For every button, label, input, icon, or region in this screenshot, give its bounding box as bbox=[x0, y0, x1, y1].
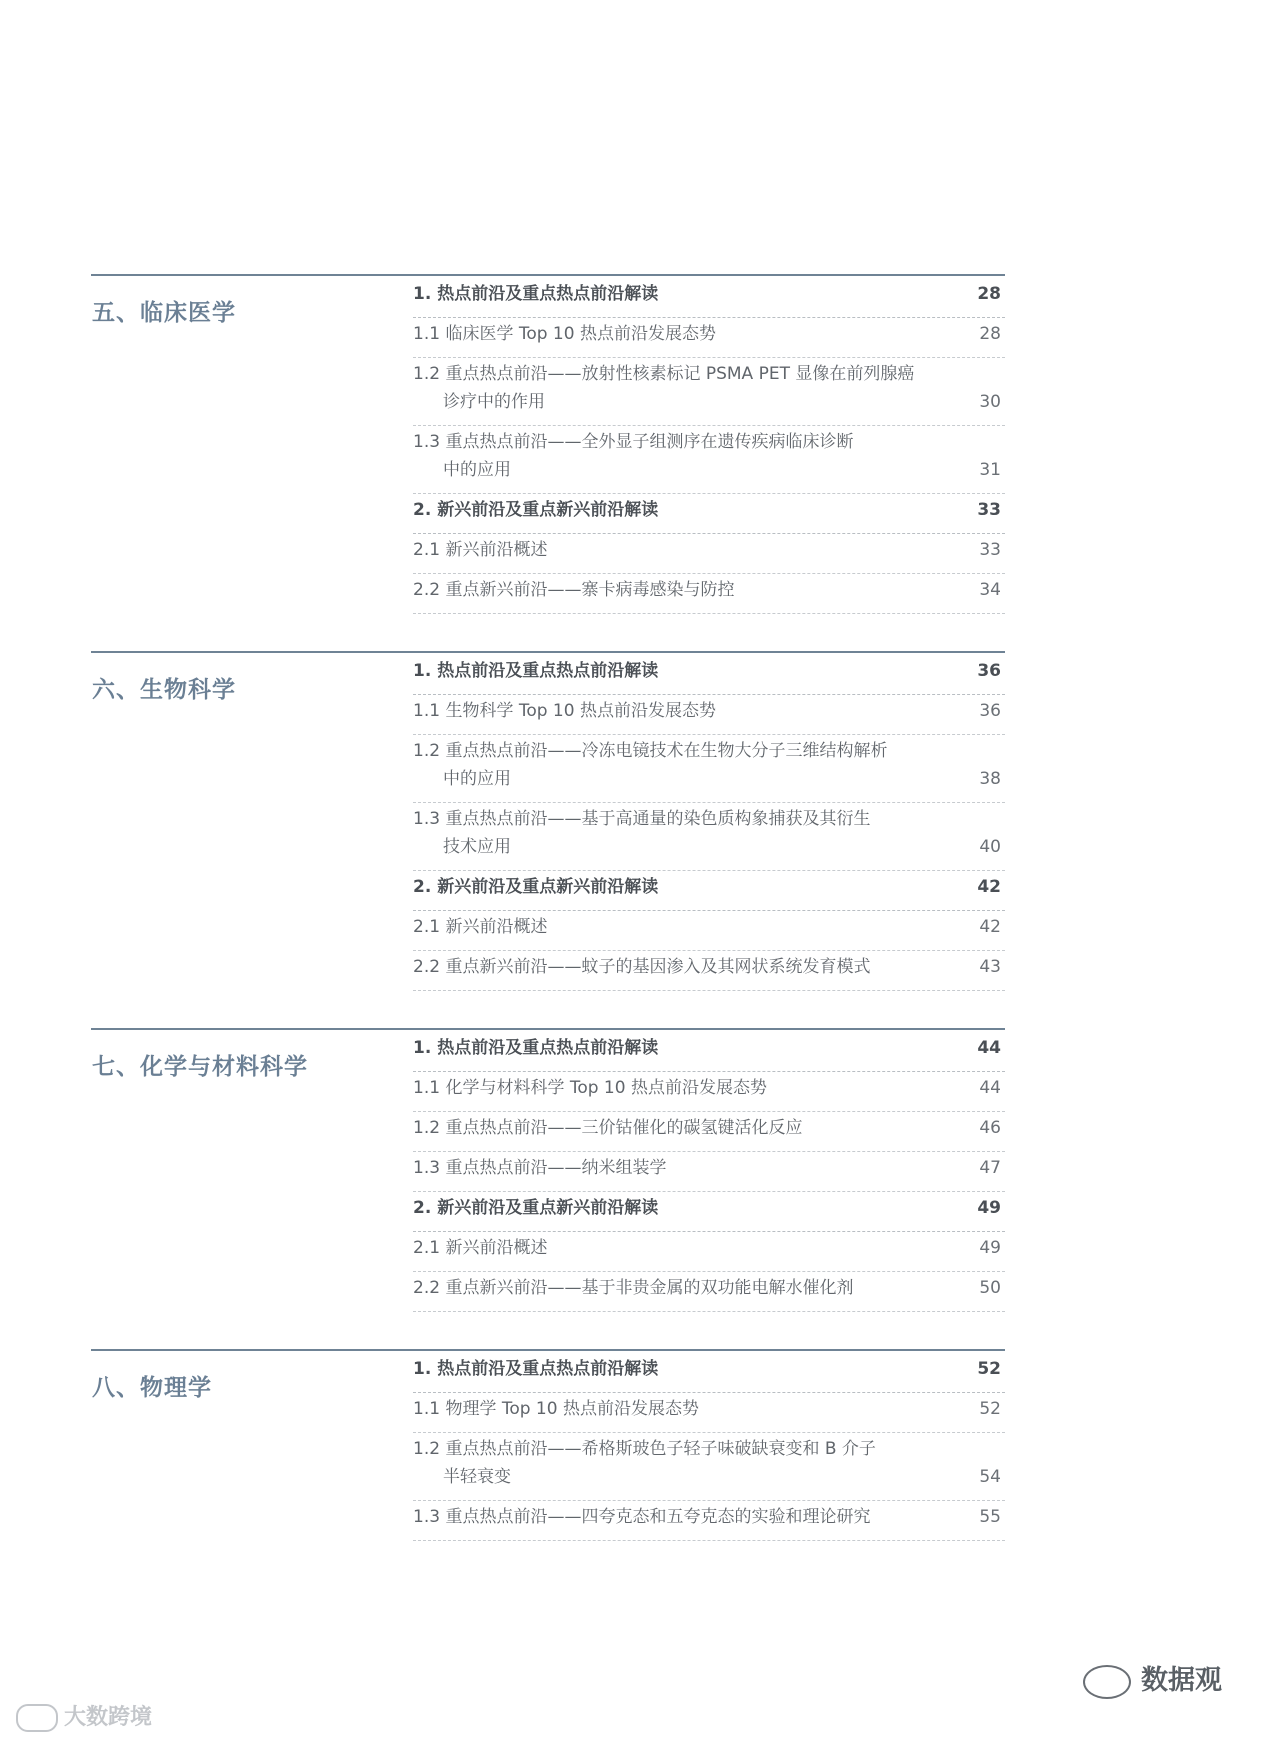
toc-entry-text: 1. 热点前沿及重点热点前沿解读 bbox=[413, 1038, 659, 1058]
toc-page-number: 40 bbox=[979, 837, 1001, 857]
toc-entry-text: 2.1 新兴前沿概述 bbox=[413, 540, 548, 560]
toc-entry-text: 2.1 新兴前沿概述 bbox=[413, 1238, 548, 1258]
toc-entry-text: 2.2 重点新兴前沿——蚊子的基因渗入及其网状系统发育模式 bbox=[413, 957, 871, 977]
toc-entry-label bbox=[413, 1435, 961, 1491]
section-divider bbox=[91, 274, 1005, 276]
section-divider bbox=[91, 1028, 1005, 1030]
toc-entry-label bbox=[413, 1355, 961, 1383]
toc-section bbox=[91, 1349, 1005, 1527]
toc-entry-text-continued: 半轻衰变 bbox=[443, 1467, 511, 1487]
toc-entry-text: 1.2 重点热点前沿——希格斯玻色子轻子味破缺衰变和 B 介子 bbox=[413, 1439, 876, 1459]
toc-page-number: 31 bbox=[979, 460, 1001, 480]
watermark-logo-icon bbox=[16, 1704, 58, 1732]
toc-page-number: 52 bbox=[979, 1399, 1001, 1419]
toc-entry-label bbox=[413, 1034, 961, 1062]
toc-entry-text-continued: 诊疗中的作用 bbox=[443, 392, 545, 412]
toc-page-number: 33 bbox=[977, 500, 1001, 520]
toc-entry-text: 1.3 重点热点前沿——四夸克态和五夸克态的实验和理论研究 bbox=[413, 1507, 871, 1527]
watermark-left-text: 大数跨境 bbox=[64, 1705, 153, 1730]
toc-page-number: 49 bbox=[977, 1198, 1001, 1218]
toc-entry-text: 1. 热点前沿及重点热点前沿解读 bbox=[413, 661, 659, 681]
toc-page-number: 42 bbox=[977, 877, 1001, 897]
wechat-icon bbox=[1083, 1665, 1131, 1699]
toc-page-number: 36 bbox=[977, 661, 1001, 681]
section-divider bbox=[91, 651, 1005, 653]
section-title: 五、临床医学 bbox=[92, 300, 236, 326]
toc-heading-entry[interactable] bbox=[413, 871, 1005, 911]
toc-page-number: 52 bbox=[977, 1359, 1001, 1379]
toc-entry-label bbox=[413, 320, 961, 348]
toc-entry[interactable] bbox=[413, 1072, 1005, 1112]
toc-entry-text: 1.2 重点热点前沿——冷冻电镜技术在生物大分子三维结构解析 bbox=[413, 741, 888, 761]
toc-heading-entry[interactable] bbox=[413, 278, 1005, 318]
toc-entry-text: 2. 新兴前沿及重点新兴前沿解读 bbox=[413, 877, 659, 897]
toc-entry-text: 1.2 重点热点前沿——三价钴催化的碳氢键活化反应 bbox=[413, 1118, 803, 1138]
toc-entry-text: 1.1 临床医学 Top 10 热点前沿发展态势 bbox=[413, 324, 716, 344]
toc-entry-label bbox=[413, 657, 961, 685]
toc-section bbox=[91, 651, 1005, 977]
toc-entry[interactable] bbox=[413, 426, 1005, 494]
toc-page-number: 34 bbox=[979, 580, 1001, 600]
toc-page-number: 36 bbox=[979, 701, 1001, 721]
toc-entry-label bbox=[413, 1274, 961, 1302]
toc-heading-entry[interactable] bbox=[413, 1032, 1005, 1072]
toc-entry-text-continued: 中的应用 bbox=[443, 460, 511, 480]
toc-section bbox=[91, 274, 1005, 600]
toc-section bbox=[91, 1028, 1005, 1298]
toc-entry[interactable] bbox=[413, 1272, 1005, 1312]
toc-entry-text: 1.1 化学与材料科学 Top 10 热点前沿发展态势 bbox=[413, 1078, 767, 1098]
toc-page-number: 44 bbox=[977, 1038, 1001, 1058]
toc-entry-text: 2.2 重点新兴前沿——寨卡病毒感染与防控 bbox=[413, 580, 735, 600]
watermark-right-text: 数据观 bbox=[1141, 1665, 1222, 1696]
toc-entry-text: 1.3 重点热点前沿——全外显子组测序在遗传疾病临床诊断 bbox=[413, 432, 854, 452]
toc-page-number: 33 bbox=[979, 540, 1001, 560]
toc-entry-text-continued: 中的应用 bbox=[443, 769, 511, 789]
toc-page-number: 44 bbox=[979, 1078, 1001, 1098]
toc-entry-label bbox=[413, 428, 961, 484]
toc-page-number: 49 bbox=[979, 1238, 1001, 1258]
toc-entry-text: 2.2 重点新兴前沿——基于非贵金属的双功能电解水催化剂 bbox=[413, 1278, 854, 1298]
toc-entry[interactable] bbox=[413, 735, 1005, 803]
toc-entry-list bbox=[413, 1353, 1005, 1541]
toc-entry-list bbox=[413, 1032, 1005, 1312]
section-title: 八、物理学 bbox=[92, 1375, 212, 1401]
toc-page-number: 43 bbox=[979, 957, 1001, 977]
toc-entry-label bbox=[413, 1395, 961, 1423]
toc-entry-label bbox=[413, 805, 961, 861]
toc-page-number: 50 bbox=[979, 1278, 1001, 1298]
toc-entry-text: 1.2 重点热点前沿——放射性核素标记 PSMA PET 显像在前列腺癌 bbox=[413, 364, 915, 384]
toc-page-number: 42 bbox=[979, 917, 1001, 937]
toc-entry-text: 1.1 物理学 Top 10 热点前沿发展态势 bbox=[413, 1399, 699, 1419]
toc-entry-text: 1. 热点前沿及重点热点前沿解读 bbox=[413, 1359, 659, 1379]
toc-entry[interactable] bbox=[413, 911, 1005, 951]
toc-entry-text: 2.1 新兴前沿概述 bbox=[413, 917, 548, 937]
toc-entry[interactable] bbox=[413, 803, 1005, 871]
toc-entry-label bbox=[413, 496, 961, 524]
toc-page-number: 54 bbox=[979, 1467, 1001, 1487]
toc-entry-label bbox=[413, 953, 961, 981]
toc-entry-label bbox=[413, 1114, 961, 1142]
toc-entry[interactable] bbox=[413, 318, 1005, 358]
section-title: 六、生物科学 bbox=[92, 677, 236, 703]
toc-heading-entry[interactable] bbox=[413, 1353, 1005, 1393]
toc-page-number: 55 bbox=[979, 1507, 1001, 1527]
toc-entry[interactable] bbox=[413, 574, 1005, 614]
toc-page-number: 28 bbox=[979, 324, 1001, 344]
toc-entry-label bbox=[413, 360, 961, 416]
toc-entry[interactable] bbox=[413, 1232, 1005, 1272]
toc-entry[interactable] bbox=[413, 534, 1005, 574]
toc-page-number: 30 bbox=[979, 392, 1001, 412]
toc-entry[interactable] bbox=[413, 695, 1005, 735]
toc-entry-label bbox=[413, 1503, 961, 1531]
toc-entry-label bbox=[413, 1194, 961, 1222]
section-divider bbox=[91, 1349, 1005, 1351]
toc-entry-text: 2. 新兴前沿及重点新兴前沿解读 bbox=[413, 1198, 659, 1218]
toc-page-number: 38 bbox=[979, 769, 1001, 789]
toc-entry-label bbox=[413, 576, 961, 604]
toc-entry-label bbox=[413, 873, 961, 901]
toc-page-number: 47 bbox=[979, 1158, 1001, 1178]
toc-entry-label bbox=[413, 1234, 961, 1262]
toc-entry-text: 1.3 重点热点前沿——纳米组装学 bbox=[413, 1158, 667, 1178]
toc-entry-label bbox=[413, 697, 961, 725]
toc-page-number: 28 bbox=[977, 284, 1001, 304]
toc-entry[interactable] bbox=[413, 1433, 1005, 1501]
toc-entry[interactable] bbox=[413, 951, 1005, 991]
toc-entry-text: 2. 新兴前沿及重点新兴前沿解读 bbox=[413, 500, 659, 520]
toc-entry-label bbox=[413, 913, 961, 941]
toc-entry-label bbox=[413, 1074, 961, 1102]
toc-entry-list bbox=[413, 278, 1005, 614]
toc-heading-entry[interactable] bbox=[413, 1192, 1005, 1232]
toc-entry-list bbox=[413, 655, 1005, 991]
toc-entry-text: 1.1 生物科学 Top 10 热点前沿发展态势 bbox=[413, 701, 716, 721]
toc-entry[interactable] bbox=[413, 1501, 1005, 1541]
toc-entry[interactable] bbox=[413, 1393, 1005, 1433]
toc-entry-text: 1.3 重点热点前沿——基于高通量的染色质构象捕获及其衍生 bbox=[413, 809, 871, 829]
toc-entry[interactable] bbox=[413, 1112, 1005, 1152]
toc-page-number: 46 bbox=[979, 1118, 1001, 1138]
toc-entry-text-continued: 技术应用 bbox=[443, 837, 511, 857]
toc-heading-entry[interactable] bbox=[413, 655, 1005, 695]
toc-entry[interactable] bbox=[413, 358, 1005, 426]
toc-entry-label bbox=[413, 737, 961, 793]
section-title: 七、化学与材料科学 bbox=[92, 1054, 308, 1080]
watermark-right bbox=[1083, 1658, 1222, 1699]
toc-entry[interactable] bbox=[413, 1152, 1005, 1192]
toc-heading-entry[interactable] bbox=[413, 494, 1005, 534]
toc-entry-label bbox=[413, 280, 961, 308]
toc-entry-label bbox=[413, 1154, 961, 1182]
toc-entry-label bbox=[413, 536, 961, 564]
toc-entry-text: 1. 热点前沿及重点热点前沿解读 bbox=[413, 284, 659, 304]
watermark-left bbox=[16, 1700, 152, 1732]
